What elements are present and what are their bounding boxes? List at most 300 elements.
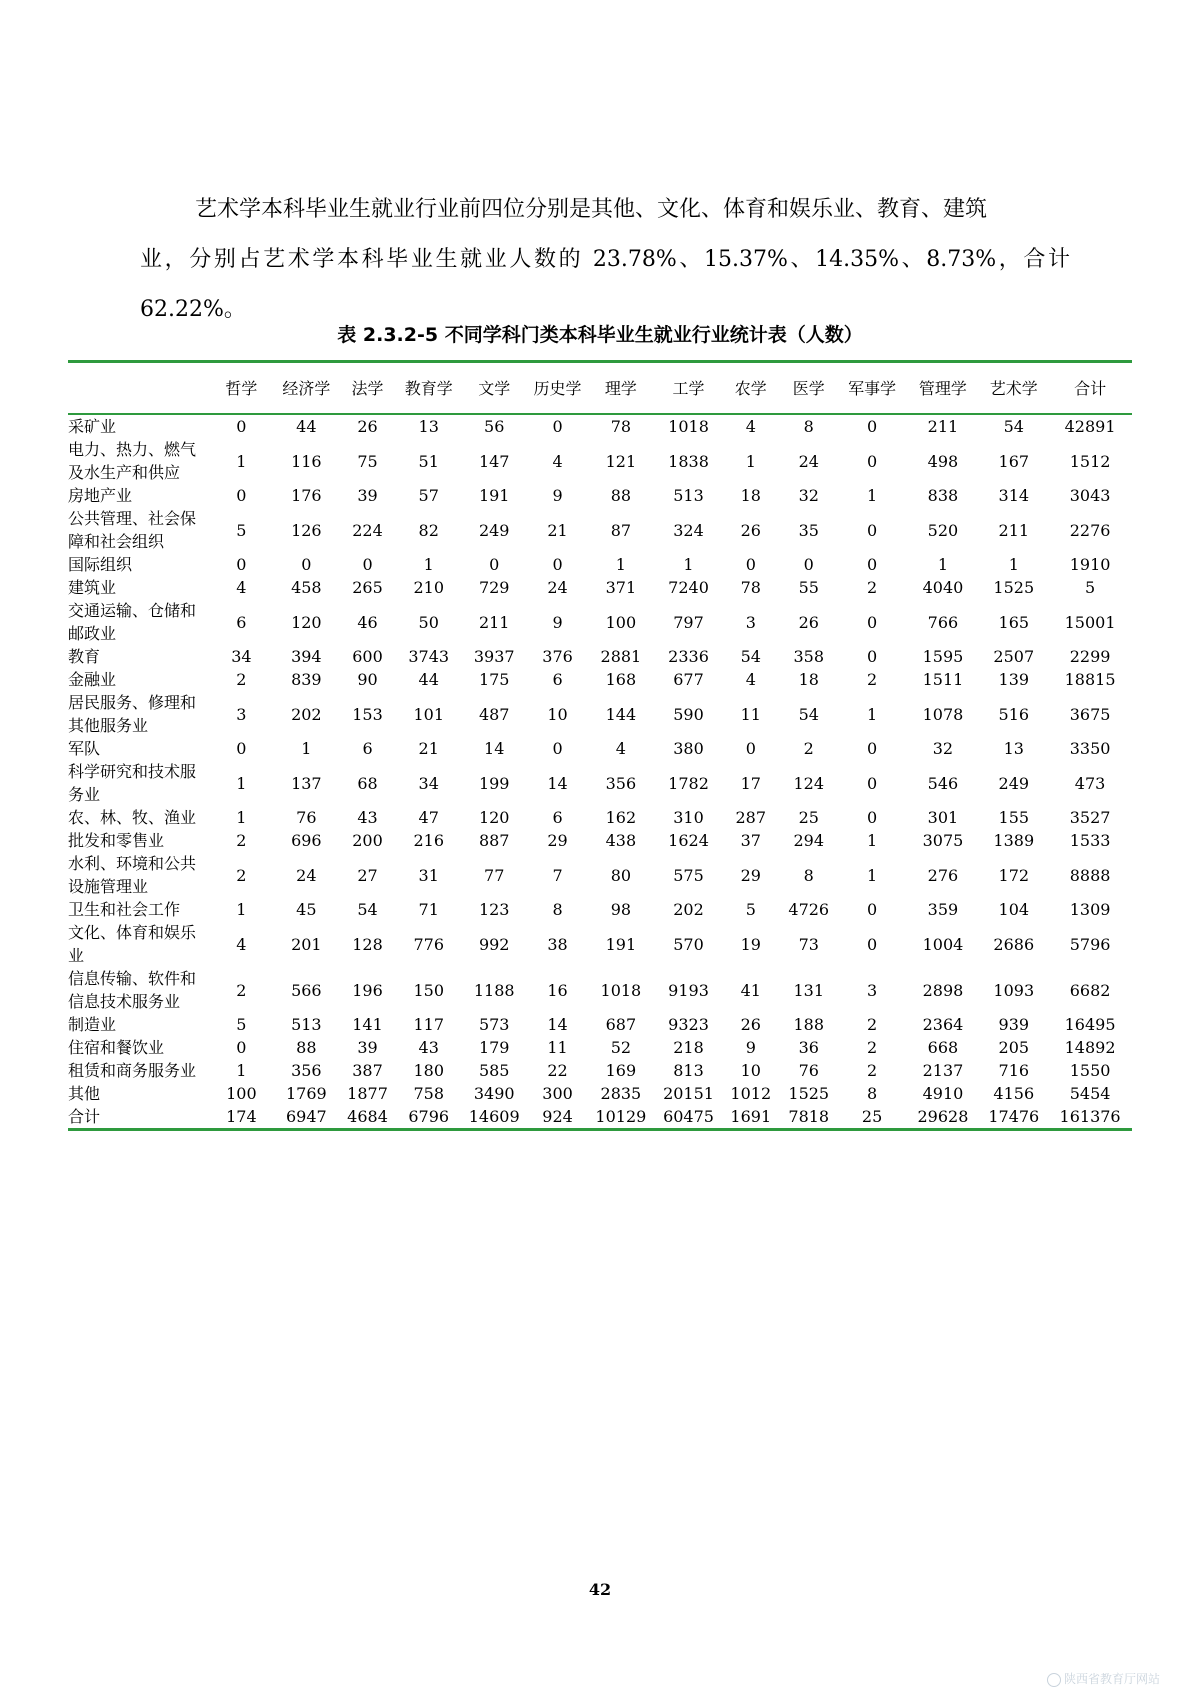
table-cell: 101	[413, 704, 444, 724]
table-cell: 2137	[922, 1061, 964, 1080]
industry-name: 科学研究和技术服务业	[68, 762, 197, 804]
table-cell: 38	[547, 934, 568, 954]
table-cell: 216	[413, 831, 444, 850]
table-cell: 3075	[922, 831, 964, 850]
table-cell: 5	[745, 900, 756, 919]
table-cell: 376	[542, 647, 573, 666]
table-cell: 174	[226, 1107, 257, 1126]
table-cell: 2	[236, 865, 247, 885]
table-cell: 0	[866, 417, 878, 436]
table-cell: 324	[673, 520, 704, 540]
emblem-icon	[1047, 1673, 1061, 1687]
table-cell: 10	[547, 704, 568, 724]
table-cell: 0	[866, 773, 878, 793]
table-cell: 17	[740, 773, 761, 793]
table-cell: 117	[413, 1015, 444, 1034]
table-cell: 1004	[922, 934, 964, 954]
table-cell: 797	[673, 612, 704, 632]
industry-name: 电力、热力、燃气及水生产和供应	[68, 440, 197, 482]
table-cell: 0	[236, 555, 247, 574]
table-cell: 8	[803, 865, 814, 885]
table-cell: 4910	[922, 1084, 964, 1103]
table-cell: 14609	[468, 1107, 520, 1126]
table-cell: 310	[673, 808, 704, 827]
table-cell: 0	[552, 555, 563, 574]
table-cell: 3043	[1069, 486, 1111, 505]
table-cell: 1838	[668, 451, 709, 471]
table-cell: 776	[413, 934, 444, 954]
table-cell: 51	[418, 451, 439, 471]
table-cell: 758	[413, 1084, 444, 1103]
table-cell: 161376	[1059, 1107, 1121, 1126]
table-cell: 487	[478, 704, 510, 724]
table-cell: 116	[291, 451, 322, 471]
table-cell: 566	[291, 980, 322, 1000]
table-cell: 729	[478, 578, 510, 597]
paragraph-line-1: 艺术学本科毕业生就业行业前四位分别是其他、文化、体育和娱乐业、教育、建筑	[195, 197, 988, 222]
table-cell: 1	[615, 555, 626, 574]
table-cell: 6947	[285, 1107, 327, 1126]
table-cell: 249	[478, 520, 510, 540]
table-cell: 87	[610, 520, 632, 540]
table-row	[68, 898, 1132, 921]
table-cell: 813	[673, 1061, 704, 1080]
table-cell: 1012	[730, 1084, 772, 1103]
header-col-9: 农学	[734, 378, 767, 398]
table-cell: 15001	[1064, 612, 1116, 632]
table-cell: 1512	[1069, 451, 1111, 471]
table-cell: 0	[552, 739, 563, 758]
table-cell: 0	[866, 612, 878, 632]
table-cell: 939	[998, 1015, 1030, 1034]
table-cell: 2686	[993, 934, 1035, 954]
table-cell: 575	[673, 865, 704, 885]
table-cell: 6	[552, 808, 563, 827]
table-cell: 75	[357, 451, 378, 471]
table-cell: 0	[236, 417, 247, 436]
table-cell: 26	[740, 1015, 761, 1034]
table-cell: 2336	[668, 647, 709, 666]
table-cell: 224	[352, 520, 383, 540]
table-cell: 249	[998, 773, 1030, 793]
table-row	[68, 1082, 1132, 1105]
table-cell: 14	[547, 1015, 568, 1034]
table-cell: 24	[798, 451, 819, 471]
watermark-text: 陕西省教育厅网站	[1063, 1672, 1160, 1686]
table-cell: 0	[866, 647, 878, 666]
table-cell: 585	[478, 1061, 510, 1080]
table-cell: 1550	[1069, 1061, 1111, 1080]
table-cell: 29628	[917, 1107, 969, 1126]
table-cell: 2	[236, 670, 247, 689]
table-cell: 4	[236, 934, 247, 954]
table-cell: 180	[413, 1061, 444, 1080]
table-cell: 44	[418, 670, 439, 689]
table-cell: 31	[418, 865, 439, 885]
table-body	[68, 414, 1132, 1130]
table-cell: 211	[927, 417, 959, 436]
header-col-5: 文学	[478, 378, 511, 398]
industry-name: 教育	[68, 647, 101, 666]
table-cell: 5796	[1069, 934, 1111, 954]
table-cell: 1	[866, 486, 878, 505]
table-cell: 78	[610, 417, 632, 436]
table-cell: 11	[547, 1038, 568, 1057]
table-cell: 196	[352, 980, 383, 1000]
table-cell: 10129	[595, 1107, 647, 1126]
table-cell: 3350	[1069, 739, 1111, 758]
table-cell: 0	[489, 555, 500, 574]
table-cell: 2	[866, 1015, 878, 1034]
table-row	[68, 691, 1132, 737]
table-cell: 992	[478, 934, 510, 954]
table-cell: 2507	[993, 647, 1035, 666]
table-cell: 17476	[988, 1107, 1040, 1126]
table-cell: 88	[296, 1038, 317, 1057]
table-cell: 1533	[1069, 831, 1111, 850]
table-cell: 371	[605, 578, 637, 597]
table-cell: 128	[352, 934, 383, 954]
table-cell: 124	[793, 773, 825, 793]
table-cell: 3	[745, 612, 756, 632]
table-cell: 100	[605, 612, 637, 632]
table-cell: 1	[236, 808, 247, 827]
table-cell: 1691	[730, 1107, 772, 1126]
table-row	[68, 438, 1132, 484]
industry-name: 国际组织	[68, 555, 133, 574]
table-cell: 356	[291, 1061, 322, 1080]
table-cell: 205	[998, 1038, 1030, 1057]
table-cell: 43	[418, 1038, 439, 1057]
table-cell: 22	[547, 1061, 568, 1080]
table-cell: 54	[357, 900, 378, 919]
table-cell: 211	[478, 612, 510, 632]
table-cell: 387	[352, 1061, 383, 1080]
table-cell: 6	[362, 739, 373, 758]
paragraph-line-2: 业，分别占艺术学本科毕业生就业人数的 23.78%、15.37%、14.35%、8.73%，合计 62.22%。	[140, 247, 1070, 322]
table-cell: 0	[745, 555, 756, 574]
table-cell: 301	[927, 808, 959, 827]
table-cell: 677	[673, 670, 704, 689]
table-cell: 191	[478, 486, 510, 505]
table-cell: 60475	[663, 1107, 714, 1126]
table-cell: 39	[357, 486, 378, 505]
industry-name: 居民服务、修理和其他服务业	[68, 693, 197, 735]
table-cell: 131	[793, 980, 825, 1000]
table-cell: 1389	[993, 831, 1035, 850]
table-cell: 2898	[922, 980, 964, 1000]
table-cell: 4684	[347, 1107, 388, 1126]
industry-name: 制造业	[68, 1015, 117, 1034]
table-cell: 5454	[1069, 1084, 1111, 1103]
industry-name: 交通运输、仓储和邮政业	[68, 601, 197, 643]
table-cell: 41	[740, 980, 761, 1000]
table-cell: 0	[866, 555, 878, 574]
table-cell: 16495	[1064, 1015, 1116, 1034]
table-cell: 600	[352, 647, 383, 666]
table-cell: 358	[793, 647, 825, 666]
table-cell: 153	[352, 704, 383, 724]
table-cell: 380	[673, 739, 704, 758]
table-cell: 11	[740, 704, 761, 724]
industry-name: 租赁和商务服务业	[68, 1061, 197, 1080]
table-cell: 90	[357, 670, 378, 689]
table-cell: 26	[740, 520, 761, 540]
table-cell: 1078	[922, 704, 964, 724]
table-cell: 3743	[408, 647, 450, 666]
table-cell: 1	[866, 865, 878, 885]
table-cell: 200	[352, 831, 383, 850]
table-cell: 18	[798, 670, 819, 689]
table-cell: 218	[673, 1038, 704, 1057]
header-col-10: 医学	[792, 378, 825, 398]
table-cell: 2	[236, 831, 247, 850]
table-cell: 18	[740, 486, 761, 505]
table-cell: 5	[236, 1015, 247, 1034]
table-cell: 82	[418, 520, 439, 540]
table-cell: 458	[291, 578, 322, 597]
table-cell: 0	[362, 555, 373, 574]
industry-name: 其他	[68, 1084, 101, 1103]
table-cell: 27	[357, 865, 378, 885]
table-cell: 9323	[668, 1015, 709, 1034]
table-cell: 3527	[1069, 808, 1111, 827]
table-cell: 104	[998, 900, 1030, 919]
table-cell: 8	[552, 900, 563, 919]
table-row	[68, 668, 1132, 691]
table-cell: 0	[866, 900, 878, 919]
table-header-row	[68, 362, 1132, 415]
table-cell: 1	[236, 773, 247, 793]
header-col-8: 工学	[672, 378, 705, 398]
table-cell: 123	[478, 900, 510, 919]
table-cell: 43	[357, 808, 378, 827]
table-cell: 1093	[993, 980, 1035, 1000]
table-cell: 8	[803, 417, 814, 436]
table-cell: 1	[236, 900, 247, 919]
table-cell: 144	[605, 704, 637, 724]
table-cell: 887	[478, 831, 510, 850]
table-cell: 13	[418, 417, 439, 436]
table-cell: 1624	[668, 831, 709, 850]
table-cell: 1525	[788, 1084, 830, 1103]
table-cell: 4156	[993, 1084, 1035, 1103]
table-cell: 54	[1003, 417, 1024, 436]
table-cell: 46	[357, 612, 378, 632]
table-cell: 199	[478, 773, 510, 793]
table-cell: 2835	[600, 1084, 642, 1103]
table-cell: 4	[236, 578, 247, 597]
industry-name: 住宿和餐饮业	[68, 1038, 165, 1057]
table-cell: 1877	[347, 1084, 388, 1103]
table-cell: 3	[236, 704, 247, 724]
table-cell: 121	[605, 451, 637, 471]
table-cell: 54	[740, 647, 761, 666]
header-col-7: 理学	[604, 378, 637, 398]
table-cell: 77	[484, 865, 505, 885]
table-cell: 29	[740, 865, 761, 885]
table-cell: 7818	[788, 1107, 830, 1126]
table-cell: 2881	[600, 647, 642, 666]
table-cell: 2	[803, 739, 814, 758]
table-cell: 141	[352, 1015, 383, 1034]
table-row	[68, 484, 1132, 507]
table-cell: 2299	[1069, 647, 1111, 666]
table-cell: 0	[236, 486, 247, 505]
table-cell: 573	[478, 1015, 510, 1034]
table-cell: 34	[418, 773, 439, 793]
table-cell: 9193	[668, 980, 709, 1000]
table-row	[68, 806, 1132, 829]
table-cell: 0	[301, 555, 312, 574]
table-cell: 211	[998, 520, 1030, 540]
table-cell: 3937	[473, 647, 515, 666]
table-cell: 1	[937, 555, 949, 574]
table-cell: 0	[803, 555, 814, 574]
table-cell: 6682	[1069, 980, 1111, 1000]
industry-name: 金融业	[68, 670, 117, 689]
header-col-13: 艺术学	[989, 378, 1038, 398]
table-cell: 498	[927, 451, 959, 471]
table-cell: 78	[740, 578, 761, 597]
industry-name: 水利、环境和公共设施管理业	[68, 854, 197, 896]
table-cell: 98	[610, 900, 632, 919]
table-cell: 3675	[1069, 704, 1111, 724]
table-cell: 1595	[922, 647, 964, 666]
table-cell: 394	[291, 647, 322, 666]
table-cell: 139	[998, 670, 1030, 689]
table-cell: 100	[226, 1084, 257, 1103]
table-cell: 39	[357, 1038, 378, 1057]
industry-name: 信息传输、软件和信息技术服务业	[68, 969, 197, 1011]
table-cell: 1188	[473, 980, 515, 1000]
table-caption: 表 2.3.2-5 不同学科门类本科毕业生就业行业统计表（人数）	[337, 324, 863, 346]
table-cell: 14	[484, 739, 505, 758]
table-row	[68, 507, 1132, 553]
header-col-1: 哲学	[225, 378, 258, 398]
table-cell: 3490	[473, 1084, 515, 1103]
table-cell: 188	[793, 1015, 825, 1034]
table-cell: 179	[478, 1038, 510, 1057]
table-cell: 0	[866, 451, 878, 471]
table-cell: 210	[413, 578, 444, 597]
table-cell: 0	[866, 808, 878, 827]
industry-name: 批发和零售业	[68, 831, 165, 850]
intro-paragraph	[140, 185, 1070, 335]
table-cell: 147	[478, 451, 510, 471]
table-cell: 0	[552, 417, 563, 436]
table-cell: 0	[866, 934, 878, 954]
table-cell: 3	[866, 980, 878, 1000]
site-watermark	[1047, 1670, 1160, 1687]
table-cell: 202	[291, 704, 322, 724]
table-cell: 570	[673, 934, 704, 954]
table-cell: 68	[357, 773, 378, 793]
table-cell: 32	[932, 739, 954, 758]
table-cell: 44	[296, 417, 317, 436]
table-cell: 165	[998, 612, 1030, 632]
table-cell: 168	[605, 670, 637, 689]
table-cell: 57	[418, 486, 439, 505]
table-row	[68, 1036, 1132, 1059]
table-row	[68, 553, 1132, 576]
table-cell: 6796	[408, 1107, 450, 1126]
table-cell: 88	[610, 486, 632, 505]
table-cell: 4726	[788, 900, 830, 919]
table-cell: 5	[1084, 578, 1096, 597]
table-cell: 20151	[663, 1084, 714, 1103]
table-cell: 2276	[1069, 520, 1111, 540]
table-cell: 687	[605, 1015, 637, 1034]
table-cell: 50	[418, 612, 439, 632]
header-col-4: 教育学	[404, 378, 453, 398]
table-row	[68, 1013, 1132, 1036]
table-cell: 120	[291, 612, 322, 632]
table-row	[68, 852, 1132, 898]
table-cell: 1	[1008, 555, 1019, 574]
table-cell: 1	[236, 451, 247, 471]
industry-name: 文化、体育和娱乐业	[68, 923, 197, 965]
table-cell: 300	[542, 1084, 573, 1103]
table-cell: 1	[866, 831, 878, 850]
table-row	[68, 829, 1132, 852]
table-cell: 176	[291, 486, 322, 505]
table-cell: 1	[301, 739, 312, 758]
table-cell: 838	[927, 486, 959, 505]
table-cell: 32	[798, 486, 819, 505]
table-cell: 359	[927, 900, 959, 919]
table-cell: 356	[605, 773, 637, 793]
table-cell: 2	[866, 670, 878, 689]
table-cell: 4040	[922, 578, 964, 597]
table-cell: 516	[998, 704, 1030, 724]
industry-name: 房地产业	[68, 486, 133, 505]
table-cell: 668	[927, 1038, 959, 1057]
table-cell: 513	[291, 1015, 322, 1034]
table-cell: 126	[291, 520, 322, 540]
table-cell: 167	[998, 451, 1030, 471]
table-cell: 120	[478, 808, 510, 827]
table-cell: 0	[236, 1038, 247, 1057]
table-cell: 35	[798, 520, 819, 540]
header-col-3: 法学	[351, 378, 384, 398]
industry-name: 建筑业	[68, 578, 117, 597]
table-cell: 172	[998, 865, 1030, 885]
table-cell: 4	[745, 670, 756, 689]
table-cell: 1	[423, 555, 434, 574]
table-cell: 191	[605, 934, 637, 954]
table-cell: 2	[236, 980, 247, 1000]
table-cell: 1018	[600, 980, 642, 1000]
table-cell: 155	[998, 808, 1030, 827]
industry-name: 军队	[68, 739, 101, 758]
table-cell: 150	[413, 980, 444, 1000]
table-cell: 13	[1003, 739, 1024, 758]
table-cell: 0	[866, 520, 878, 540]
table-cell: 2364	[922, 1015, 964, 1034]
table-cell: 24	[547, 578, 568, 597]
table-cell: 9	[745, 1038, 756, 1057]
table-row	[68, 737, 1132, 760]
table-cell: 201	[291, 934, 322, 954]
table-cell: 169	[605, 1061, 637, 1080]
table-cell: 202	[673, 900, 704, 919]
table-row	[68, 967, 1132, 1013]
table-cell: 1	[683, 555, 694, 574]
table-cell: 520	[927, 520, 959, 540]
table-cell: 55	[798, 578, 819, 597]
table-cell: 2	[866, 1038, 878, 1057]
